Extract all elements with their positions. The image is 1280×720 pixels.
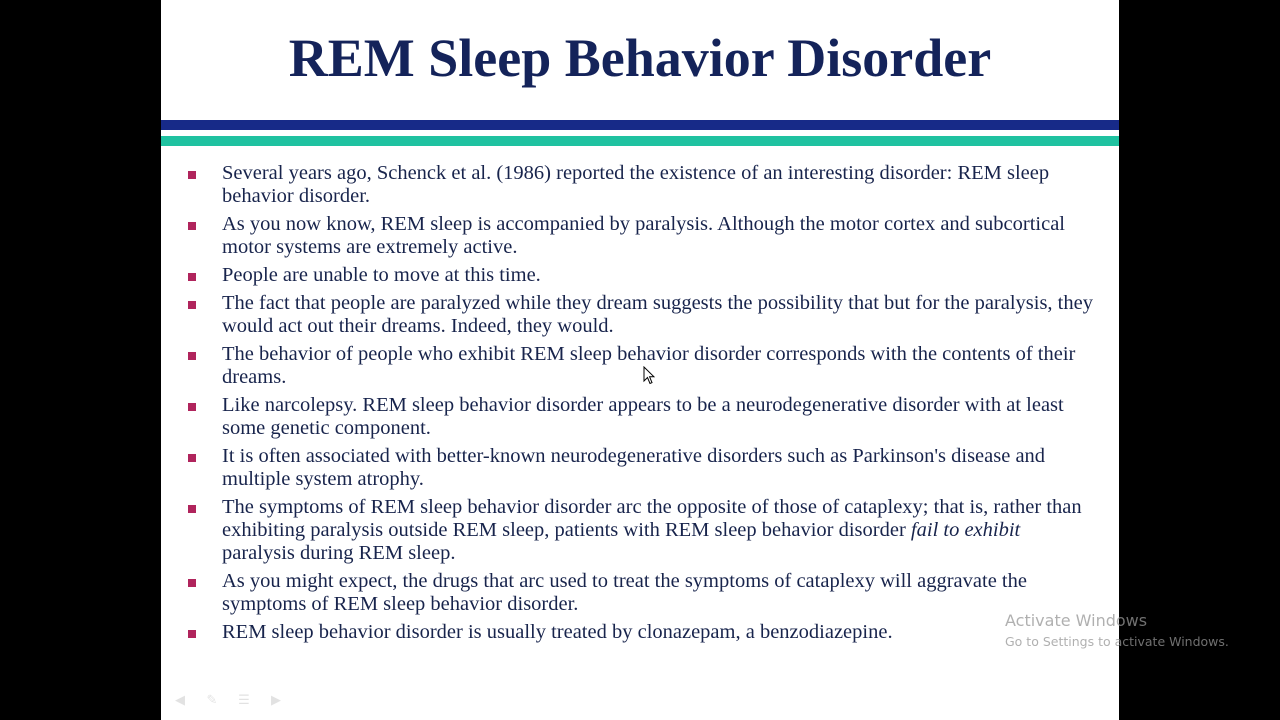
slide-title: REM Sleep Behavior Disorder: [288, 28, 992, 88]
bullet-item: [188, 445, 1098, 491]
bullet-text: It is often associated with better-known neurodegenerative disorders such as Parkinson's disease and multiple system atrophy.: [222, 445, 1046, 490]
bullet-item: [188, 496, 1098, 565]
bullet-item: [188, 292, 1098, 338]
watermark-subtitle: Go to Settings to activate Windows.: [1005, 634, 1229, 649]
bullet-text: Like narcolepsy. REM sleep behavior disorder appears to be a neurodegenerative disorder with at least some genetic component.: [222, 394, 1064, 439]
square-bullet-icon: [188, 579, 196, 587]
bullet-text-emphasis: fail to exhibit: [910, 519, 1021, 541]
square-bullet-icon: [188, 505, 196, 513]
bullet-item: [188, 621, 1098, 644]
previous-slide-icon[interactable]: ◀: [175, 693, 185, 708]
slide: [161, 0, 1119, 720]
slideshow-nav-controls: [171, 694, 285, 708]
bullet-text: The behavior of people who exhibit REM sleep behavior disorder corresponds with the contents of their dreams.: [222, 343, 1076, 388]
square-bullet-icon: [188, 273, 196, 281]
square-bullet-icon: [188, 352, 196, 360]
next-slide-icon[interactable]: ▶: [271, 693, 281, 708]
bullet-text: REM sleep behavior disorder is usually treated by clonazepam, a benzodiazepine.: [222, 621, 893, 643]
bullet-text: [222, 496, 1082, 564]
bullet-text: As you now know, REM sleep is accompanied by paralysis. Although the motor cortex and subcortical motor systems are extremely active.: [222, 213, 1065, 258]
square-bullet-icon: [188, 171, 196, 179]
menu-icon[interactable]: ☰: [238, 693, 250, 708]
title-divider-navy: [161, 120, 1119, 130]
bullet-text: As you might expect, the drugs that arc used to treat the symptoms of cataplexy will aggravate the symptoms of REM sleep behavior disorder.: [222, 570, 1027, 615]
mouse-pointer-icon: [643, 366, 655, 385]
title-divider-teal: [161, 136, 1119, 146]
bullet-list: [188, 162, 1098, 649]
pen-icon[interactable]: ✎: [206, 693, 218, 708]
watermark-title: Activate Windows: [1005, 611, 1148, 630]
bullet-item: [188, 162, 1098, 208]
bullet-item: [188, 264, 1098, 287]
square-bullet-icon: [188, 630, 196, 638]
bullet-item: [188, 213, 1098, 259]
bullet-item: [188, 570, 1098, 616]
bullet-text: People are unable to move at this time.: [222, 264, 541, 286]
bullet-text-part: The symptoms of REM sleep behavior disorder arc the opposite of those of cataplexy; that is, rather than exhibiting paralysis outside REM sleep, patients with REM sleep behavior disorder: [222, 496, 1082, 541]
bullet-item: [188, 394, 1098, 440]
bullet-text-part: paralysis during REM sleep.: [222, 542, 456, 564]
bullet-text: The fact that people are paralyzed while they dream suggests the possibility that but for the paralysis, they would act out their dreams. Indeed, they would.: [222, 292, 1093, 337]
square-bullet-icon: [188, 222, 196, 230]
square-bullet-icon: [188, 454, 196, 462]
square-bullet-icon: [188, 301, 196, 309]
square-bullet-icon: [188, 403, 196, 411]
bullet-text: Several years ago, Schenck et al. (1986) reported the existence of an interesting disorder: REM sleep behavior disorder.: [222, 162, 1050, 207]
